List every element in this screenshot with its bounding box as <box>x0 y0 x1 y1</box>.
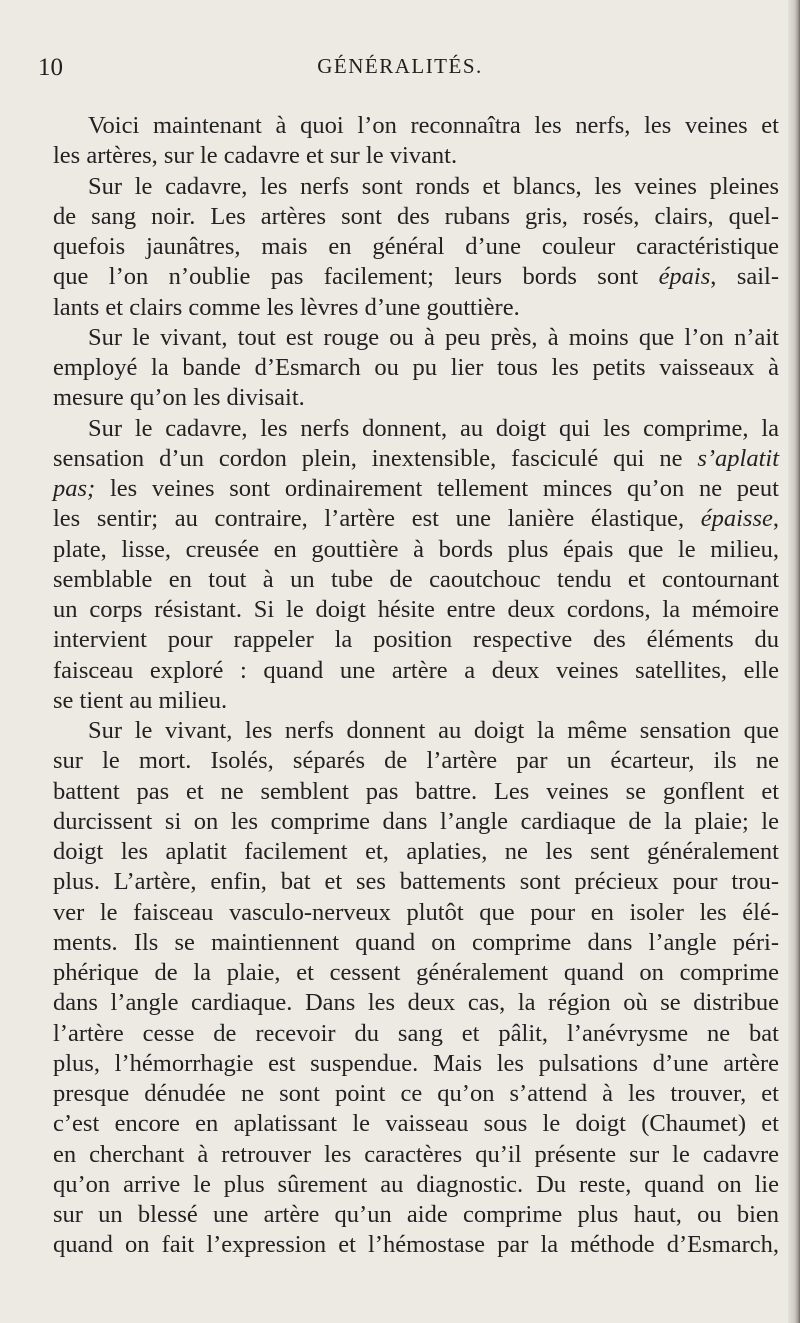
text-line <box>53 625 779 655</box>
line-text: Sur le cadavre, les nerfs donnent, au doigt qui les comprime, la <box>88 414 779 442</box>
line-text-continued: , sail- <box>710 263 780 291</box>
line-text: quefois jaunâtres, mais en général d’une couleur caractéristique <box>53 233 779 260</box>
text-line <box>53 595 779 625</box>
line-text: Sur le cadavre, les nerfs sont ronds et blancs, les veines pleines <box>88 172 779 200</box>
line-text: plus. L’artère, enfin, bat et ses battements sont précieux pour trou- <box>53 868 779 896</box>
line-text: plate, lisse, creusée en gouttière à bords plus épais que le milieu, <box>53 535 779 563</box>
line-text: que l’on n’oublie pas facilement; leurs bords sont <box>53 263 659 291</box>
body-text <box>53 111 779 1261</box>
line-text: mesure qu’on les divisait. <box>53 384 305 412</box>
text-line <box>53 565 779 595</box>
text-line <box>53 928 779 958</box>
line-text: qu’on arrive le plus sûrement au diagnostic. Du reste, quand on lie <box>53 1170 779 1198</box>
text-line <box>53 958 779 988</box>
line-text: faisceau exploré : quand une artère a deux veines satellites, elle <box>53 656 779 684</box>
text-line <box>53 716 779 746</box>
line-text: sensation d’un cordon plein, inextensible, fasciculé qui ne <box>53 444 698 472</box>
text-line <box>53 686 779 716</box>
line-text: lants et clairs comme les lèvres d’une gouttière. <box>53 293 520 321</box>
line-text: dans l’angle cardiaque. Dans les deux cas, la région où se distribue <box>53 989 779 1017</box>
text-line <box>53 1200 779 1230</box>
text-line <box>53 988 779 1018</box>
page-number: 10 <box>38 54 63 81</box>
text-line <box>53 444 779 474</box>
text-line <box>53 202 779 232</box>
line-text-continued: les veines sont ordinairement tellement minces qu’on ne peut <box>95 475 779 502</box>
line-text: durcissent si on les comprime dans l’angle cardiaque de la plaie; le <box>53 807 779 835</box>
line-text: les sentir; au contraire, l’artère est une lanière élastique, <box>53 505 701 533</box>
page-edge-shadow <box>788 0 800 1323</box>
line-text: employé la bande d’Esmarch ou pu lier tous les petits vaisseaux à <box>53 354 779 381</box>
line-text: intervient pour rappeler la position respective des éléments du <box>53 626 779 654</box>
text-line <box>53 898 779 928</box>
text-line <box>53 656 779 686</box>
line-text: presque dénudée ne sont point ce qu’on s’attend à les trouver, et <box>53 1080 779 1107</box>
text-line <box>53 414 779 444</box>
line-text: ver le faisceau vasculo-nerveux plutôt que pour en isoler les élé- <box>53 898 779 926</box>
text-line <box>53 293 779 323</box>
text-line <box>53 504 779 534</box>
line-text: un corps résistant. Si le doigt hésite entre deux cordons, la mémoire <box>53 596 779 623</box>
line-text: ments. Ils se maintiennent quand on comprime dans l’angle péri- <box>53 928 779 956</box>
line-text: l’artère cesse de recevoir du sang et pâlit, l’anévrysme ne bat <box>53 1019 779 1047</box>
text-line <box>53 1109 779 1139</box>
line-text: c’est encore en aplatissant le vaisseau sous le doigt (Chaumet) et <box>53 1110 779 1138</box>
text-line <box>53 1230 779 1260</box>
text-line <box>53 1019 779 1049</box>
text-line <box>53 1079 779 1109</box>
line-text: doigt les aplatit facilement et, aplaties, ne les sent généralement <box>53 838 779 865</box>
text-line <box>53 141 779 171</box>
text-line <box>53 1170 779 1200</box>
text-line <box>53 535 779 565</box>
line-text: Sur le vivant, les nerfs donnent au doigt la même sensation que <box>88 717 779 744</box>
text-line <box>53 746 779 776</box>
line-text: Voici maintenant à quoi l’on reconnaîtra les nerfs, les veines et <box>88 112 779 139</box>
text-line <box>53 383 779 413</box>
line-text-continued: , <box>772 505 779 533</box>
line-text: phérique de la plaie, et cessent généralement quand on comprime <box>53 959 779 986</box>
line-text: sur un blessé une artère qu’un aide comprime plus haut, ou bien <box>53 1201 779 1228</box>
text-line <box>53 353 779 383</box>
line-text: les artères, sur le cadavre et sur le vivant. <box>53 142 458 170</box>
italic-term: épais <box>658 263 711 291</box>
text-line <box>53 474 779 504</box>
text-line <box>53 323 779 353</box>
italic-term: épaisse <box>700 505 773 533</box>
line-text: battent pas et ne semblent pas battre. Les veines se gonflent et <box>53 777 779 805</box>
line-text: se tient au milieu. <box>53 686 228 714</box>
line-text: quand on fait l’expression et l’hémostase par la méthode d’Esmarch, <box>53 1231 779 1259</box>
text-line <box>53 172 779 202</box>
page-header-title: GÉNÉRALITÉS. <box>317 54 483 78</box>
text-line <box>53 867 779 897</box>
italic-term: pas; <box>53 475 96 502</box>
text-line <box>53 262 779 292</box>
italic-term: s’aplatit <box>697 444 779 472</box>
line-text: plus, l’hémorrhagie est suspendue. Mais les pulsations d’une artère <box>53 1049 779 1077</box>
text-line <box>53 111 779 141</box>
line-text: en cherchant à retrouver les caractères qu’il présente sur le cadavre <box>53 1140 779 1168</box>
text-line <box>53 807 779 837</box>
line-text: sur le mort. Isolés, séparés de l’artère par un écarteur, ils ne <box>53 747 779 775</box>
line-text: semblable en tout à un tube de caoutchouc tendu et contournant <box>53 565 779 593</box>
text-line <box>53 232 779 262</box>
running-head <box>0 52 800 86</box>
text-line <box>53 1049 779 1079</box>
text-line <box>53 1140 779 1170</box>
text-line <box>53 777 779 807</box>
text-line <box>53 837 779 867</box>
line-text: Sur le vivant, tout est rouge ou à peu près, à moins que l’on n’ait <box>88 323 779 351</box>
line-text: de sang noir. Les artères sont des rubans gris, rosés, clairs, quel- <box>53 202 779 230</box>
